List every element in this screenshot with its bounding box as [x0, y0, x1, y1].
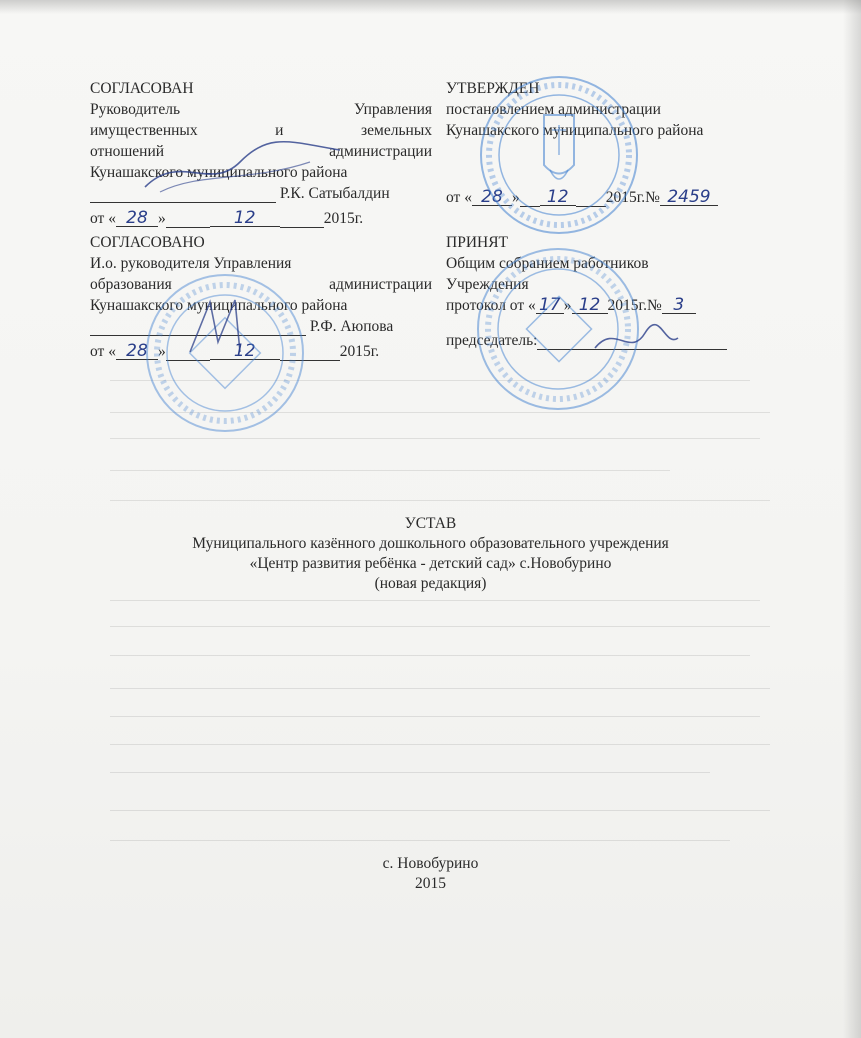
- handwritten-signature: [180, 292, 260, 372]
- protocol-year: 2015г.№: [607, 297, 662, 314]
- date-gap: [280, 211, 324, 228]
- date-month: 12: [540, 189, 576, 206]
- seal-stamp-administration: [474, 70, 644, 240]
- approval-heading: УТВЕРЖДЕН: [446, 80, 540, 97]
- chair-label: председатель:: [446, 332, 538, 349]
- date-gap: [166, 211, 210, 228]
- approval-heading: СОГЛАСОВАН: [90, 80, 194, 97]
- protocol-prefix: протокол от «: [446, 297, 536, 314]
- date-day: 28: [116, 343, 158, 360]
- date-prefix: от «: [446, 189, 472, 206]
- word: Руководитель: [90, 101, 181, 118]
- word: и: [275, 122, 284, 139]
- protocol-day: 17: [536, 297, 564, 314]
- date-line: от « 28 » 12 2015г.: [90, 341, 380, 361]
- title-organization-name: «Центр развития ребёнка - детский сад» с.Новобурино: [249, 555, 612, 572]
- decree-number: 2459: [660, 189, 718, 206]
- organization-name: Кунашакского муниципального района: [90, 164, 348, 181]
- approval-line: Учреждения: [446, 276, 529, 293]
- signer-name: Р.Ф. Аюпова: [309, 318, 394, 335]
- date-year: 2015г.№: [605, 189, 660, 206]
- date-year: 2015г.: [339, 343, 380, 360]
- document-title: [0, 514, 861, 594]
- date-month: 12: [210, 210, 280, 227]
- approval-line: постановлением администрации: [446, 101, 661, 118]
- approval-line: [90, 99, 432, 120]
- protocol-number: 3: [662, 297, 696, 314]
- word: Управления: [354, 101, 432, 118]
- document-footer: [0, 854, 861, 894]
- title-organization: Муниципального казённого дошкольного образовательного учреждения: [192, 535, 669, 552]
- protocol-line: протокол от « 17 » 12 2015г.№ 3: [446, 295, 776, 316]
- word: имущественных: [90, 122, 198, 139]
- word: администрации: [329, 143, 432, 160]
- signer-name: Р.К. Сатыбалдин: [279, 185, 390, 202]
- footer-place: с. Новобурино: [382, 855, 479, 872]
- title-edition: (новая редакция): [374, 575, 487, 592]
- approval-heading: СОГЛАСОВАНО: [90, 234, 205, 251]
- approval-line: Общим собранием работников: [446, 255, 649, 272]
- date-day: 28: [116, 210, 158, 227]
- word: администрации: [329, 276, 432, 293]
- handwritten-signature: [590, 318, 680, 364]
- handwritten-signature: [140, 132, 350, 202]
- date-year: 2015г.: [323, 210, 364, 227]
- protocol-month: 12: [572, 297, 608, 314]
- approval-line: И.о. руководителя Управления: [90, 255, 292, 272]
- date-day: 28: [472, 189, 512, 206]
- date-month: 12: [210, 343, 280, 360]
- approval-heading: ПРИНЯТ: [446, 234, 509, 251]
- word: образования: [90, 276, 172, 293]
- word: отношений: [90, 143, 165, 160]
- word: земельных: [361, 122, 432, 139]
- date-line: от « 28 » 12 2015г.№ 2459: [446, 187, 776, 208]
- date-line: от « 28 » 12 2015г.: [90, 208, 364, 228]
- organization-name: Кунашакского муниципального района: [446, 122, 704, 139]
- footer-year: 2015: [415, 875, 446, 892]
- title-ustav: УСТАВ: [404, 515, 457, 532]
- date-prefix: от «: [90, 210, 116, 227]
- organization-name: Кунашакского муниципального района: [90, 297, 348, 314]
- date-prefix: от «: [90, 343, 116, 360]
- scan-shadow-top: [0, 0, 861, 14]
